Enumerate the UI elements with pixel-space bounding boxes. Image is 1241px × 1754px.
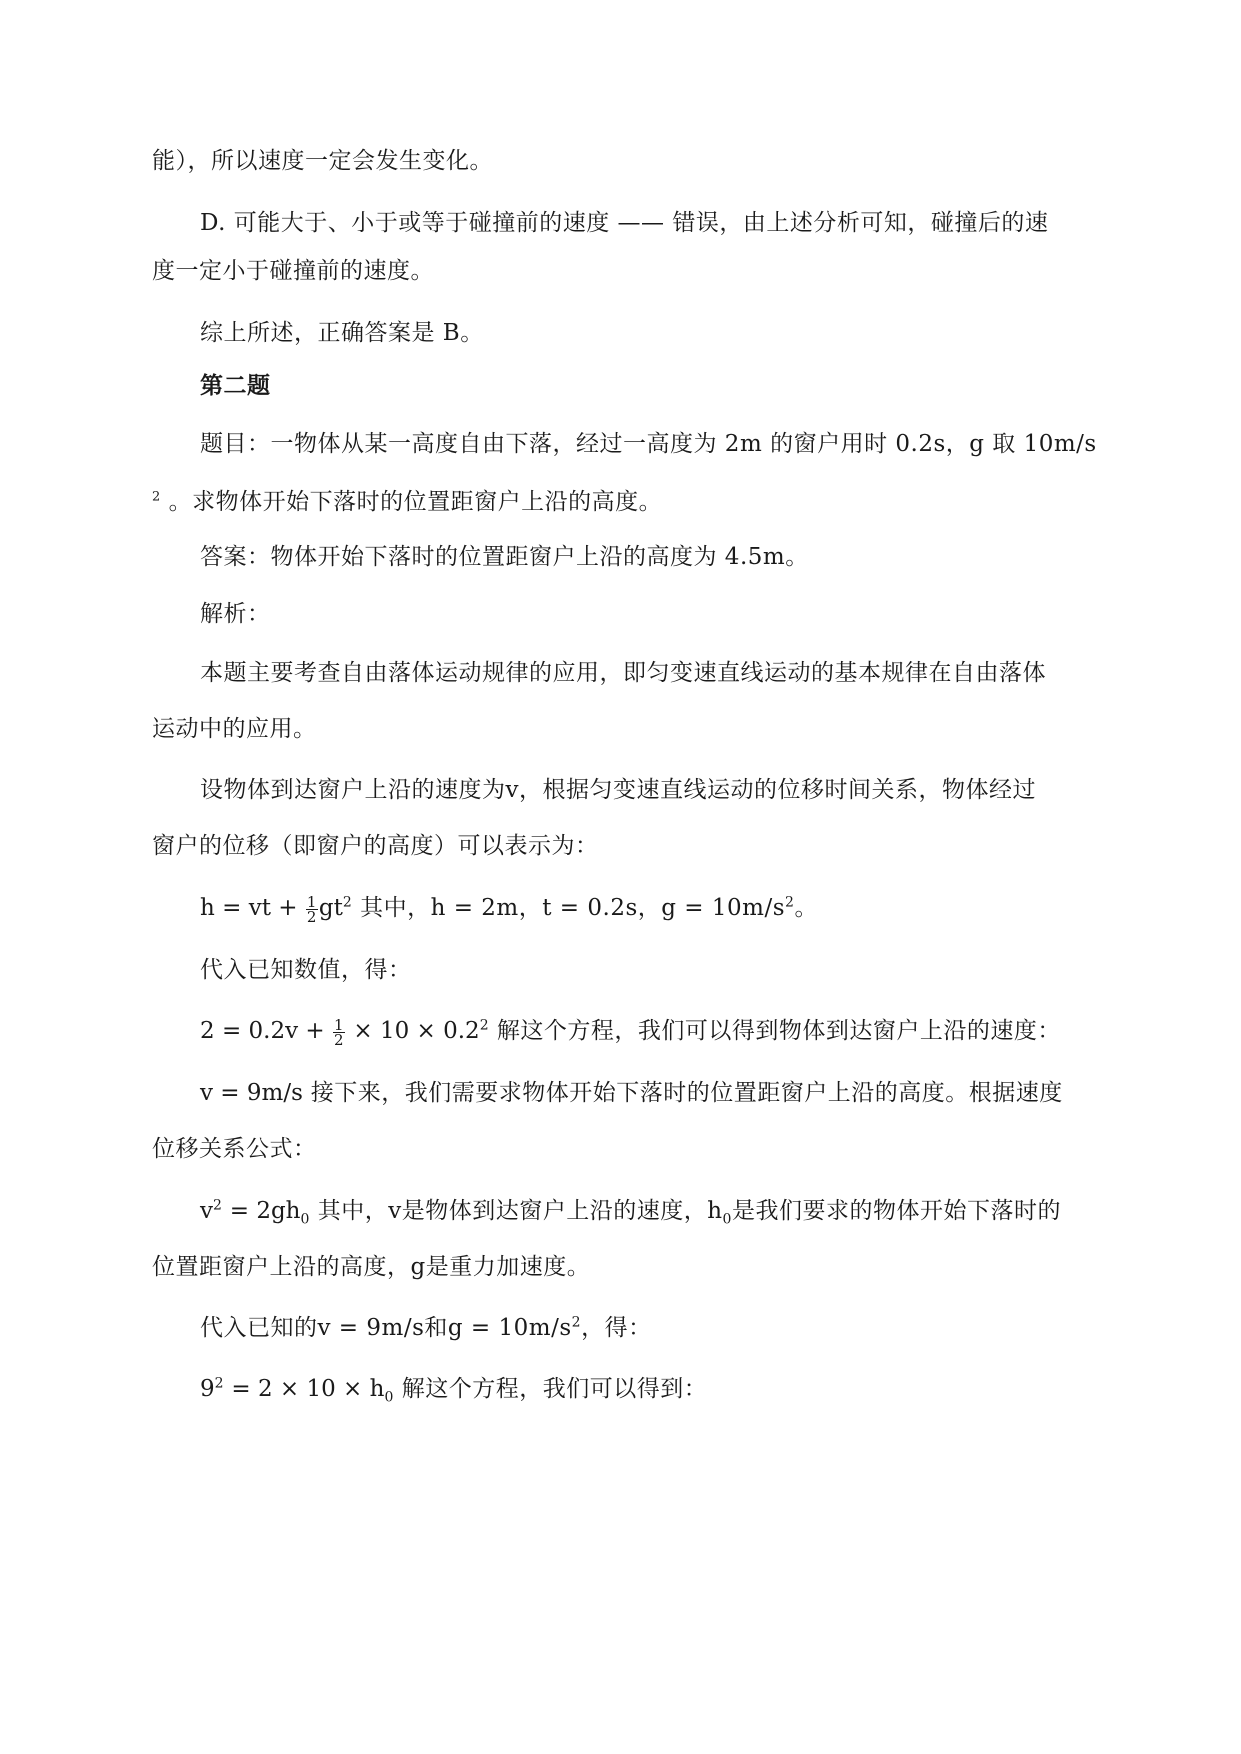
subscript: 0: [300, 1211, 310, 1228]
equation-5-post: ，得：: [581, 1315, 652, 1341]
analysis-label: 解析：: [200, 601, 271, 627]
exponent: 2: [479, 1017, 490, 1034]
exponent: 2: [571, 1314, 582, 1331]
paragraph-line: 位移关系公式：: [152, 1136, 317, 1162]
equation-6-mid: = 2 × 10 × h: [224, 1376, 385, 1402]
equation-3-lhs: v = 9m/s: [200, 1080, 303, 1106]
equation-4-mid: = 2gh: [222, 1198, 301, 1224]
paragraph-line: 代入已知数值，得：: [200, 957, 412, 983]
exponent: 2: [214, 1375, 225, 1392]
equation-1-text: 其中，h = 2m，t = 0.2s，g = 10m/s: [352, 895, 786, 921]
paragraph-line: 度一定小于碰撞前的速度。: [152, 258, 434, 284]
paragraph-line: 位置距窗户上沿的高度，g是重力加速度。: [152, 1254, 591, 1280]
question-line-2: [152, 487, 662, 517]
equation-3-text: 接下来，我们需要求物体开始下落时的位置距窗户上沿的高度。根据速度: [302, 1080, 1063, 1106]
equation-3-line: [200, 1078, 1063, 1108]
subscript: 0: [722, 1211, 732, 1228]
equation-6-text: 解这个方程，我们可以得到：: [393, 1376, 708, 1402]
section-heading: 第二题: [200, 372, 271, 399]
fraction-numerator: 1: [306, 892, 317, 911]
equation-6-base: 9: [200, 1376, 215, 1402]
paragraph-line: 窗户的位移（即窗户的高度）可以表示为：: [152, 833, 599, 859]
equation-2-mid: × 10 × 0.2: [346, 1018, 480, 1044]
superscript: 2: [152, 489, 161, 505]
equation-1-end: 。: [794, 895, 818, 921]
equation-2-text: 解这个方程，我们可以得到物体到达窗户上沿的速度：: [489, 1018, 1061, 1044]
paragraph-line: 设物体到达窗户上沿的速度为v，根据匀变速直线运动的位移时间关系，物体经过: [200, 777, 1036, 803]
equation-4-text2: 是我们要求的物体开始下落时的: [731, 1198, 1061, 1224]
equation-1-term: gt: [318, 895, 343, 921]
equation-4-text1: 其中，v是物体到达窗户上沿的速度，h: [309, 1198, 723, 1224]
paragraph-line: 能），所以速度一定会发生变化。: [152, 148, 493, 174]
question-line: 题目：一物体从某一高度自由下落，经过一高度为 2m 的窗户用时 0.2s，g 取 10m/s: [200, 431, 1097, 457]
fraction-denominator: 2: [306, 907, 317, 926]
equation-5-pre: 代入已知的v = 9m/s和g = 10m/s: [200, 1315, 572, 1341]
exponent: 2: [342, 894, 353, 911]
fraction-numerator: 1: [334, 1015, 345, 1034]
fraction: [333, 1015, 345, 1049]
option-d-line: D. 可能大于、小于或等于碰撞前的速度 —— 错误，由上述分析可知，碰撞后的速: [200, 210, 1049, 236]
paragraph-line: 本题主要考查自由落体运动规律的应用，即匀变速直线运动的基本规律在自由落体: [200, 660, 1046, 686]
paragraph-line: 运动中的应用。: [152, 716, 317, 742]
fraction-denominator: 2: [334, 1030, 345, 1049]
answer-line: 答案：物体开始下落时的位置距窗户上沿的高度为 4.5m。: [200, 544, 809, 570]
exponent: 2: [213, 1197, 223, 1214]
equation-2-line: [200, 1016, 1061, 1047]
equation-6-line: [200, 1374, 707, 1404]
question-text: 。求物体开始下落时的位置距窗户上沿的高度。: [160, 489, 663, 515]
equation-1-line: [200, 893, 818, 924]
equation-4-var: v: [200, 1198, 213, 1224]
conclusion-line: 综上所述，正确答案是 B。: [200, 320, 484, 346]
equation-5-line: [200, 1313, 652, 1343]
exponent: 2: [785, 894, 795, 911]
equation-2-lhs: 2 = 0.2v +: [200, 1018, 332, 1044]
subscript: 0: [384, 1389, 394, 1406]
fraction: [306, 892, 318, 926]
equation-1-lhs: h = vt +: [200, 895, 305, 921]
equation-4-line: [200, 1196, 1061, 1226]
